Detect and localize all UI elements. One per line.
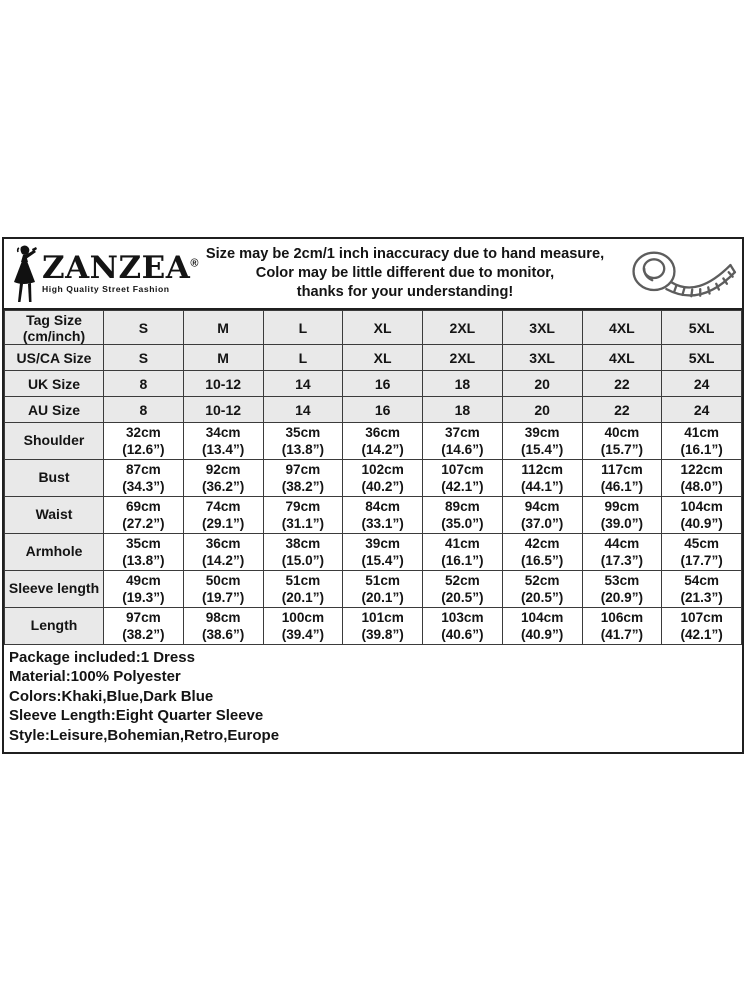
cell-waist-2xl: 89cm (35.0”) [423,497,503,534]
cell-armhole-5xl: 45cm (17.7”) [662,534,742,571]
cell-waist-4xl: 99cm (39.0”) [582,497,662,534]
cell-au-size-l: 14 [263,397,343,423]
cell-waist-xl: 84cm (33.1”) [343,497,423,534]
cell-bust-4xl: 117cm (46.1”) [582,460,662,497]
cell-tag-size-3xl: 3XL [502,311,582,345]
cell-length-l: 100cm (39.4”) [263,608,343,645]
table-row-usca-size [5,345,742,371]
cell-armhole-l: 38cm (15.0”) [263,534,343,571]
cell-uk-size-m: 10-12 [183,371,263,397]
cell-length-2xl: 103cm (40.6”) [423,608,503,645]
table-row-sleeve-length [5,571,742,608]
measure-notice [196,245,614,302]
table-row-length [5,608,742,645]
cell-uk-size-4xl: 22 [582,371,662,397]
cell-uk-size-s: 8 [104,371,184,397]
cell-tag-size-s: S [104,311,184,345]
cell-shoulder-5xl: 41cm (16.1”) [662,423,742,460]
notice-line-2: Color may be little different due to monitor, [255,265,555,281]
brand-name: ZANZEA® [42,250,199,287]
row-label-usca-size: US/CA Size [5,345,104,371]
cell-uk-size-5xl: 24 [662,371,742,397]
cell-sleeve-length-3xl: 52cm (20.5”) [502,571,582,608]
size-chart-panel [2,237,744,754]
detail-line: Material:100% Polyester [9,668,181,686]
cell-tag-size-2xl: 2XL [423,311,503,345]
cell-bust-m: 92cm (36.2”) [183,460,263,497]
cell-waist-m: 74cm (29.1”) [183,497,263,534]
row-label-au-size: AU Size [5,397,104,423]
size-table-body [5,311,742,645]
cell-length-m: 98cm (38.6”) [183,608,263,645]
detail-line: Sleeve Length:Eight Quarter Sleeve [9,707,264,725]
row-label-sleeve-length: Sleeve length [5,571,104,608]
tape-measure-icon [614,242,742,306]
notice-line-1: Size may be 2cm/1 inch inaccuracy due to hand measure, [205,246,605,262]
cell-length-5xl: 107cm (42.1”) [662,608,742,645]
cell-shoulder-m: 34cm (13.4”) [183,423,263,460]
cell-tag-size-5xl: 5XL [662,311,742,345]
cell-armhole-4xl: 44cm (17.3”) [582,534,662,571]
cell-au-size-s: 8 [104,397,184,423]
cell-armhole-m: 36cm (14.2”) [183,534,263,571]
cell-waist-3xl: 94cm (37.0”) [502,497,582,534]
registered-mark: ® [190,257,199,270]
cell-length-4xl: 106cm (41.7”) [582,608,662,645]
cell-au-size-xl: 16 [343,397,423,423]
table-row-shoulder [5,423,742,460]
cell-usca-size-xl: XL [343,345,423,371]
fashion-figure-icon [10,244,40,304]
table-row-armhole [5,534,742,571]
cell-waist-s: 69cm (27.2”) [104,497,184,534]
detail-line: Colors:Khaki,Blue,Dark Blue [9,687,214,705]
cell-uk-size-l: 14 [263,371,343,397]
row-label-waist: Waist [5,497,104,534]
cell-tag-size-4xl: 4XL [582,311,662,345]
cell-armhole-3xl: 42cm (16.5”) [502,534,582,571]
cell-shoulder-2xl: 37cm (14.6”) [423,423,503,460]
table-row-au-size [5,397,742,423]
cell-au-size-3xl: 20 [502,397,582,423]
brand-text-block [42,250,199,295]
table-row-uk-size [5,371,742,397]
notice-line-3: thanks for your understanding! [296,284,514,300]
cell-bust-s: 87cm (34.3”) [104,460,184,497]
header-band [4,239,742,310]
cell-sleeve-length-l: 51cm (20.1”) [263,571,343,608]
detail-line: Package included:1 Dress [9,649,195,666]
cell-shoulder-s: 32cm (12.6”) [104,423,184,460]
table-row-bust [5,460,742,497]
cell-usca-size-4xl: 4XL [582,345,662,371]
cell-length-s: 97cm (38.2”) [104,608,184,645]
cell-sleeve-length-s: 49cm (19.3”) [104,571,184,608]
cell-au-size-5xl: 24 [662,397,742,423]
product-details [4,645,742,752]
cell-shoulder-l: 35cm (13.8”) [263,423,343,460]
brand-tagline: High Quality Street Fashion [42,284,170,295]
cell-uk-size-2xl: 18 [423,371,503,397]
cell-bust-xl: 102cm (40.2”) [343,460,423,497]
cell-armhole-s: 35cm (13.8”) [104,534,184,571]
cell-usca-size-s: S [104,345,184,371]
cell-usca-size-3xl: 3XL [502,345,582,371]
cell-shoulder-3xl: 39cm (15.4”) [502,423,582,460]
row-label-shoulder: Shoulder [5,423,104,460]
cell-shoulder-xl: 36cm (14.2”) [343,423,423,460]
cell-waist-5xl: 104cm (40.9”) [662,497,742,534]
table-row-tag-size [5,311,742,345]
cell-waist-l: 79cm (31.1”) [263,497,343,534]
cell-shoulder-4xl: 40cm (15.7”) [582,423,662,460]
cell-armhole-2xl: 41cm (16.1”) [423,534,503,571]
cell-au-size-2xl: 18 [423,397,503,423]
cell-tag-size-l: L [263,311,343,345]
cell-uk-size-xl: 16 [343,371,423,397]
row-label-armhole: Armhole [5,534,104,571]
detail-line: Style:Leisure,Bohemian,Retro,Europe [9,726,280,744]
cell-bust-5xl: 122cm (48.0”) [662,460,742,497]
row-label-length: Length [5,608,104,645]
cell-sleeve-length-m: 50cm (19.7”) [183,571,263,608]
cell-sleeve-length-xl: 51cm (20.1”) [343,571,423,608]
cell-bust-3xl: 112cm (44.1”) [502,460,582,497]
cell-armhole-xl: 39cm (15.4”) [343,534,423,571]
cell-tag-size-m: M [183,311,263,345]
cell-usca-size-m: M [183,345,263,371]
cell-sleeve-length-4xl: 53cm (20.9”) [582,571,662,608]
table-row-waist [5,497,742,534]
size-table [4,310,742,645]
brand-logo [4,244,199,304]
cell-bust-2xl: 107cm (42.1”) [423,460,503,497]
cell-sleeve-length-5xl: 54cm (21.3”) [662,571,742,608]
cell-length-3xl: 104cm (40.9”) [502,608,582,645]
cell-length-xl: 101cm (39.8”) [343,608,423,645]
cell-usca-size-2xl: 2XL [423,345,503,371]
cell-usca-size-5xl: 5XL [662,345,742,371]
row-label-tag-size: Tag Size (cm/inch) [5,311,104,345]
cell-au-size-m: 10-12 [183,397,263,423]
cell-uk-size-3xl: 20 [502,371,582,397]
cell-bust-l: 97cm (38.2”) [263,460,343,497]
cell-usca-size-l: L [263,345,343,371]
cell-au-size-4xl: 22 [582,397,662,423]
cell-tag-size-xl: XL [343,311,423,345]
cell-sleeve-length-2xl: 52cm (20.5”) [423,571,503,608]
row-label-uk-size: UK Size [5,371,104,397]
row-label-bust: Bust [5,460,104,497]
